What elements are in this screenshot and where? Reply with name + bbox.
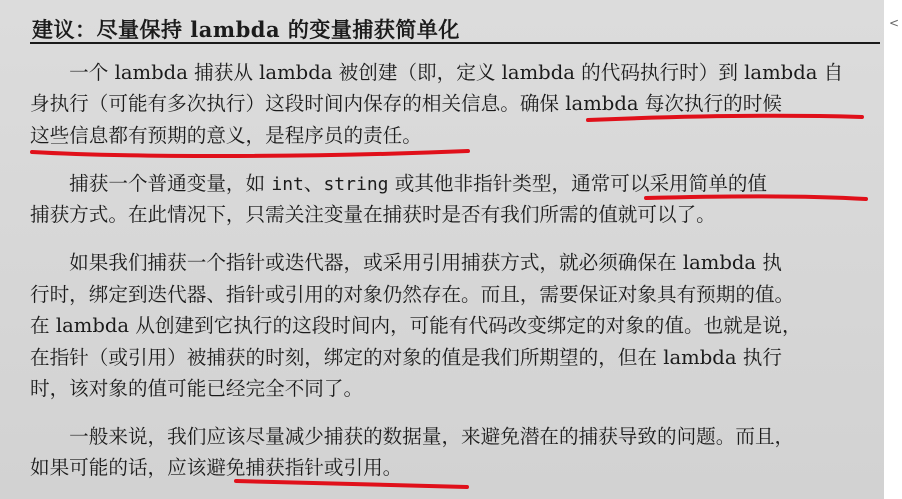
- paragraph-2-line-1: [30, 172, 767, 197]
- code-int: int: [271, 174, 304, 195]
- paragraph-4-line-2: 如果可能的话，应该避免捕获指针或引用。: [30, 456, 403, 479]
- p2-suffix: 或其他非指针类型，通常可以采用简单的值: [388, 172, 768, 195]
- paragraph-1-line-1: 一个 lambda 捕获从 lambda 被创建（即，定义 lambda 的代码执行时）到 lambda 自: [30, 61, 844, 84]
- paragraph-3-line-5: 时，该对象的值可能已经完全不同了。: [30, 377, 364, 400]
- paragraph-3-line-3: 在 lambda 从创建到它执行的这段时间内，可能有代码改变绑定的对象的值。也就是说，: [30, 314, 802, 337]
- edge-mark: <: [889, 16, 900, 30]
- section-heading: [30, 12, 880, 44]
- page-margin: [884, 0, 902, 499]
- paragraph-3-line-4: 在指针（或引用）被捕获的时刻，绑定的对象的值是我们所期望的，但在 lambda 执行: [30, 346, 782, 369]
- p2-prefix: 捕获一个普通变量，如: [30, 172, 272, 195]
- p2-sep: 、: [303, 172, 324, 195]
- code-string: string: [323, 174, 389, 195]
- paragraph-4-line-1: 一般来说，我们应该尽量减少捕获的数据量，来避免潜在的捕获导致的问题。而且，: [30, 425, 795, 448]
- paragraph-1-line-2: 身执行（可能有多次执行）这段时间内保存的相关信息。确保 lambda 每次执行的时候: [30, 92, 782, 115]
- heading-text: 建议：尽量保持 lambda 的变量捕获简单化: [32, 17, 460, 42]
- paragraph-3-line-2: 行时，绑定到迭代器、指针或引用的对象仍然存在。而且，需要保证对象具有预期的值。: [30, 283, 795, 306]
- paragraph-3-line-1: 如果我们捕获一个指针或迭代器，或采用引用捕获方式，就必须确保在 lambda 执: [30, 251, 782, 274]
- paragraph-2-line-2: 捕获方式。在此情况下，只需关注变量在捕获时是否有我们所需的值就可以了。: [30, 203, 716, 226]
- paragraph-1-line-3: 这些信息都有预期的意义，是程序员的责任。: [30, 124, 422, 147]
